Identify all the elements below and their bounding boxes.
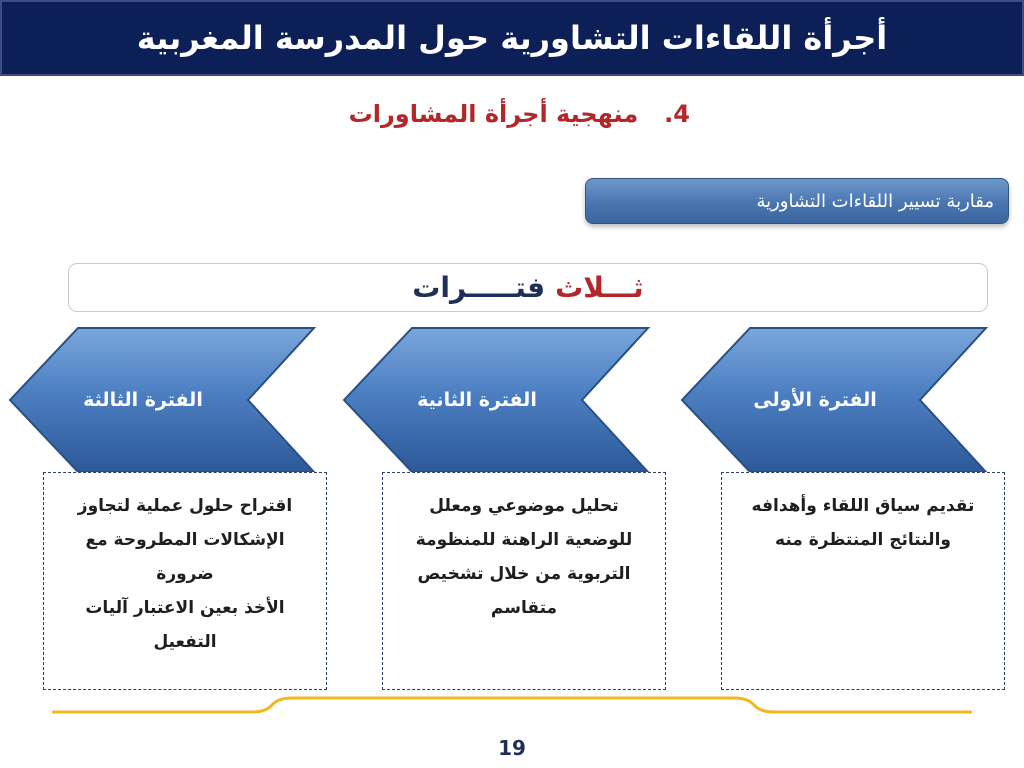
slide-title: أجرأة اللقاءات التشاورية حول المدرسة المغربية xyxy=(136,19,888,57)
description-line: متقاسم xyxy=(490,598,558,618)
description-line: للوضعية الراهنة للمنظومة xyxy=(415,530,633,550)
section-title: منهجية أجرأة المشاورات xyxy=(348,100,639,128)
phase-chevron-third xyxy=(8,326,318,474)
approach-label xyxy=(585,178,1009,224)
description-line: تحليل موضوعي ومعلل xyxy=(429,496,619,516)
description-line: الأخذ بعين الاعتبار آليات xyxy=(85,598,285,618)
periods-heading-red: ثـــلاث xyxy=(555,271,644,304)
section-heading xyxy=(300,92,690,136)
phase-chevron-second xyxy=(342,326,652,474)
description-line: الإشكالات المطروحة مع ضرورة xyxy=(85,530,285,584)
section-number: 4. xyxy=(664,100,690,128)
phase-first-description xyxy=(721,472,1005,690)
slide-title-bar xyxy=(0,0,1024,76)
description-line: تقديم سياق اللقاء وأهدافه xyxy=(751,496,975,516)
approach-label-text: مقاربة تسيير اللقاءات التشاورية xyxy=(756,190,994,212)
periods-heading-box xyxy=(68,263,988,312)
phase-second-label: الفترة الثانية xyxy=(417,389,537,411)
phase-chevron-first xyxy=(680,326,990,474)
description-line: والنتائج المنتظرة منه xyxy=(775,530,951,550)
phase-first-label: الفترة الأولى xyxy=(753,389,877,411)
description-line: التفعيل xyxy=(153,632,217,652)
phase-third-label: الفترة الثالثة xyxy=(83,389,203,411)
curly-bracket-line-icon xyxy=(52,696,974,716)
periods-heading-blue: فتـــــرات xyxy=(412,271,546,304)
description-line: اقتراح حلول عملية لتجاوز xyxy=(77,496,293,516)
phase-second-description xyxy=(382,472,666,690)
phase-third-description xyxy=(43,472,327,690)
description-line: التربوية من خلال تشخيص xyxy=(417,564,631,584)
page-number: 19 xyxy=(498,736,526,760)
